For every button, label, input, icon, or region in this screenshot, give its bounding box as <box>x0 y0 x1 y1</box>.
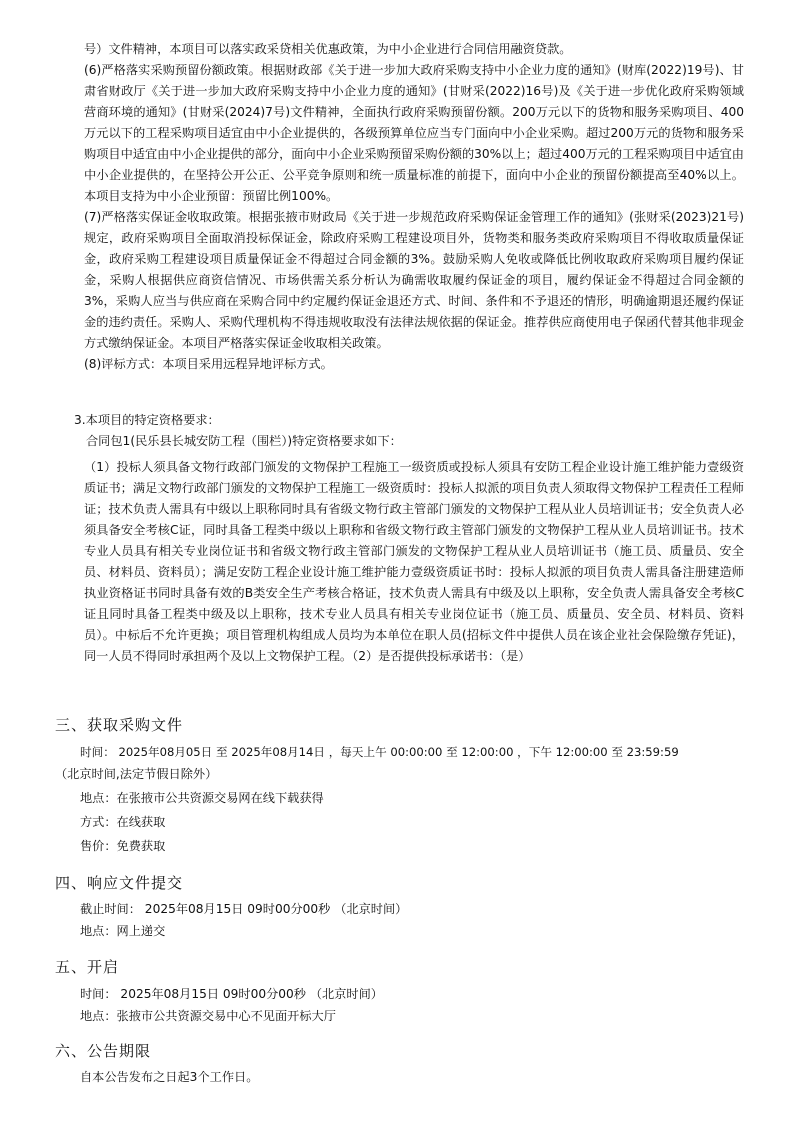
submit-place: 地点：网上递交 <box>80 924 166 938</box>
paragraph-evaluation: (8)评标方式：本项目采用远程异地评标方式。 <box>84 357 333 371</box>
policy-paragraphs <box>84 39 744 375</box>
obtain-method: 方式：在线获取 <box>80 815 166 829</box>
obtain-price: 售价：免费获取 <box>80 839 166 853</box>
period-text: 自本公告发布之日起3个工作日。 <box>80 1070 259 1084</box>
opening-time: 时间： 2025年08月15日 09时00分00秒 （北京时间） <box>80 987 383 1001</box>
section-title-period: 六、公告期限 <box>55 1042 152 1060</box>
section-title-opening: 五、开启 <box>55 958 120 976</box>
opening-place: 地点：张掖市公共资源交易中心不见面开标大厅 <box>80 1009 336 1023</box>
paragraph-reserved-share: (6)严格落实采购预留份额政策。根据财政部《关于进一步加大政府采购支持中小企业力度的通知》(财库(2022)19号)、甘肃省财政厅《关于进一步加大政府采购支持中小企业力度的通知》(甘财采(2022)16号)及《关于进一步优化政府采购领域营商环境的通知》(甘财采(2024)7号)文件精神，全面执行政府采购预留份额。200万元以下的货物和服务采购项目、400万元以下的工程采购项目适宜由中小企业提供的，各级预算单位应当专门面向中小企业采购。超过200万元的货物和服务采购项目中适宜由中小企业提供的部分，面向中小企业采购预留采购份额的30%以上；超过400万元的工程采购项目中适宜由中小企业提供的，在坚持公开公正、公平竞争原则和统一质量标准的前提下，面向中小企业的预留份额提高至40%以上。本项目支持为中小企业预留：预留比例100%。 <box>84 63 744 203</box>
qualification-title: 3.本项目的特定资格要求： <box>74 413 220 427</box>
section-title-submit: 四、响应文件提交 <box>55 874 184 892</box>
qualification-text <box>84 457 744 667</box>
obtain-time: 时间： 2025年08月05日 至 2025年08月14日 ，每天上午 00:00:00 至 12:00:00 ，下午 12:00:00 至 23:59:59 <box>80 745 679 759</box>
paragraph-deposit: (7)严格落实保证金收取政策。根据张掖市财政局《关于进一步规范政府采购保证金管理工作的通知》(张财采(2023)21号)规定，政府采购项目全面取消投标保证金，除政府采购工程建设项目外，货物类和服务类政府采购项目不得收取质量保证金，政府采购工程建设项目质量保证金不得超过合同金额的3%。鼓励采购人免收或降低比例收取政府采购项目履约保证金，采购人根据供应商资信情况、市场供需关系分析认为确需收取履约保证金的项目，履约保证金不得超过合同金额的3%，采购人应当与供应商在采购合同中约定履约保证金退还方式、时间、条件和不予退还的情形，明确逾期退还履约保证金的违约责任。采购人、采购代理机构不得违规收取没有法律法规依据的保证金。推荐供应商使用电子保函代替其他非现金方式缴纳保证金。本项目严格落实保证金收取相关政策。 <box>84 210 744 350</box>
submit-deadline: 截止时间： 2025年08月15日 09时00分00秒 （北京时间） <box>80 902 408 916</box>
package-line: 合同包1(民乐县长城安防工程（围栏）)特定资格要求如下： <box>86 434 402 448</box>
section-title-obtain: 三、获取采购文件 <box>55 716 184 734</box>
obtain-time-note: （北京时间,法定节假日除外） <box>55 767 218 781</box>
obtain-place: 地点：在张掖市公共资源交易网在线下载获得 <box>80 791 324 805</box>
paragraph-financing: 号）文件精神，本项目可以落实政采贷相关优惠政策，为中小企业进行合同信用融资贷款。 <box>84 42 572 56</box>
qualification-paragraph: （1）投标人须具备文物行政部门颁发的文物保护工程施工一级资质或投标人须具有安防工程企业设计施工维护能力壹级资质证书；满足文物行政部门颁发的文物保护工程施工一级资质时：投标人拟派的项目负责人须取得文物保护工程责任工程师证；技术负责人需具有中级以上职称同时具有省级文物行政主管部门颁发的文物保护工程从业人员培训证书；安全负责人必须具备安全考核C证，同时具备工程类中级以上职称和省级文物行政主管部门颁发的文物保护工程从业人员培训证书。技术专业人员具有相关专业岗位证书和省级文物行政主管部门颁发的文物保护工程从业人员培训证书（施工员、质量员、安全员、材料员、资料员）；满足安防工程企业设计施工维护能力壹级资质证书时：投标人拟派的项目负责人需具备注册建造师执业资格证书同时具备有效的B类安全生产考核合格证，技术负责人需具有中级及以上职称，安全负责人需具备安全考核C证且同时具备工程类中级及以上职称，技术专业人员具有相关专业岗位证书（施工员、质量员、安全员、材料员、资料员）。中标后不允许更换；项目管理机构组成人员均为本单位在职人员(招标文件中提供人员在该企业社会保险缴存凭证)，同一人员不得同时承担两个及以上文物保护工程。（2）是否提供投标承诺书：（是） <box>84 460 744 663</box>
